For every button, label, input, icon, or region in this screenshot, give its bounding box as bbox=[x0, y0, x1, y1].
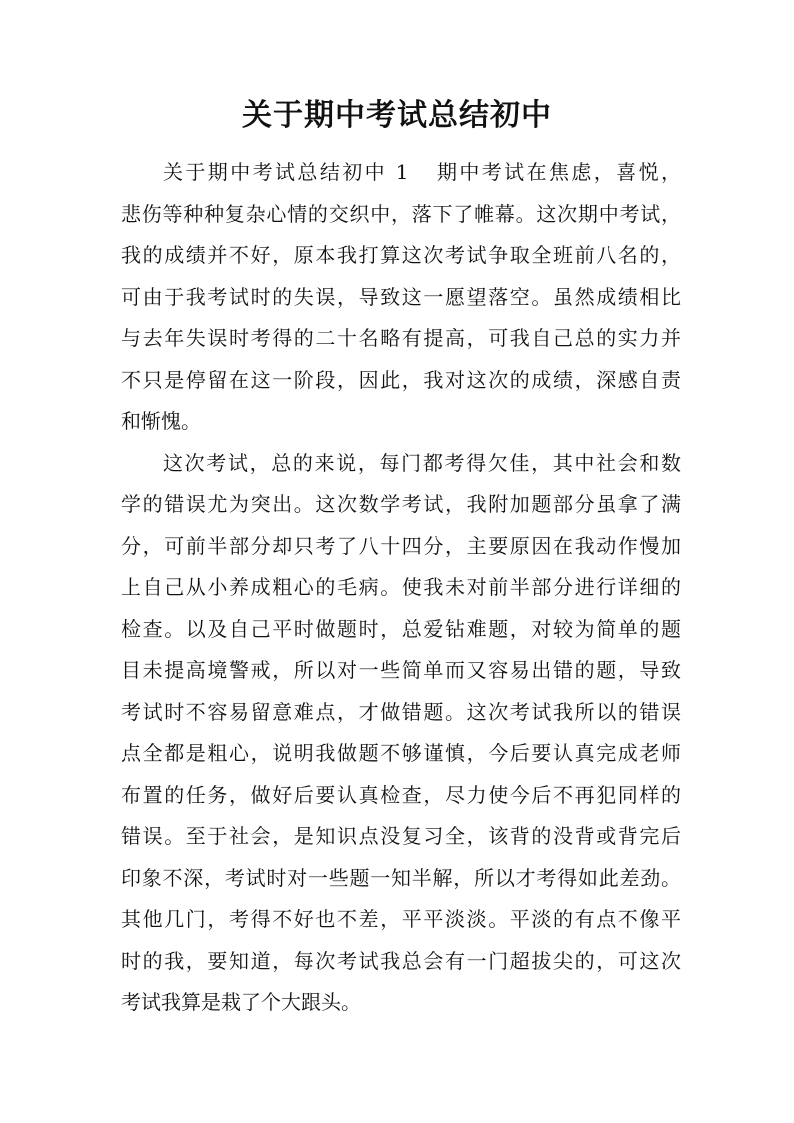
paragraph-2-line-14: 考试我算是栽了个大跟头。 bbox=[121, 990, 361, 1014]
paragraph-2-line-3: 分，可前半部分却只考了八十四分，主要原因在我动作慢加 bbox=[121, 533, 681, 558]
paragraph-2-line-8: 点全都是粗心，说明我做题不够谨慎，今后要认真完成老师 bbox=[121, 741, 681, 765]
paragraph-2-line-6: 目未提高境警戒，所以对一些简单而又容易出错的题，导致 bbox=[121, 658, 681, 682]
paragraph-1-line-3: 我的成绩并不好，原本我打算这次考试争取全班前八名的， bbox=[121, 243, 681, 267]
paragraph-1-line-7: 和惭愧。 bbox=[121, 409, 201, 433]
paragraph-2-line-1: 这次考试，总的来说，每门都考得欠佳，其中社会和数 bbox=[163, 450, 681, 475]
paragraph-2-line-4: 上自己从小养成粗心的毛病。使我未对前半部分进行详细的 bbox=[121, 575, 681, 599]
section-heading-inline: 关于期中考试总结初中 1 bbox=[163, 160, 409, 184]
paragraph-2-line-12: 其他几门，考得不好也不差，平平淡淡。平淡的有点不像平 bbox=[121, 907, 681, 931]
paragraph-1-line-6: 不只是停留在这一阶段，因此，我对这次的成绩，深感自责 bbox=[121, 367, 681, 392]
paragraph-1-line-1 bbox=[121, 152, 681, 194]
paragraph-2-line-9: 布置的任务，做好后要认真检查，尽力使今后不再犯同样的 bbox=[121, 782, 681, 807]
document-body bbox=[121, 152, 681, 1024]
paragraph-2-line-10: 错误。至于社会，是知识点没复习全，该背的没背或背完后 bbox=[121, 824, 681, 848]
paragraph-2 bbox=[121, 443, 681, 1024]
paragraph-2-line-7: 考试时不容易留意难点，才做错题。这次考试我所以的错误 bbox=[121, 699, 681, 724]
paragraph-1-line-1-text: 期中考试在焦虑，喜悦， bbox=[434, 160, 681, 184]
paragraph-1-line-4: 可由于我考试时的失误，导致这一愿望落空。虽然成绩相比 bbox=[121, 284, 681, 309]
document-title: 关于期中考试总结初中 bbox=[242, 98, 552, 133]
paragraph-2-line-5: 检查。以及自己平时做题时，总爱钻难题，对较为简单的题 bbox=[121, 616, 681, 641]
paragraph-1-line-2: 悲伤等种种复杂心情的交织中，落下了帷幕。这次期中考试， bbox=[121, 201, 681, 226]
paragraph-2-line-11: 印象不深，考试时对一些题一知半解，所以才考得如此差劲。 bbox=[121, 865, 681, 890]
paragraph-2-line-2: 学的错误尤为突出。这次数学考试，我附加题部分虽拿了满 bbox=[121, 492, 681, 516]
paragraph-2-line-13: 时的我，要知道，每次考试我总会有一门超拔尖的，可这次 bbox=[121, 948, 681, 973]
paragraph-1 bbox=[121, 152, 681, 443]
paragraph-1-line-5: 与去年失误时考得的二十名略有提高，可我自己总的实力并 bbox=[121, 326, 681, 350]
